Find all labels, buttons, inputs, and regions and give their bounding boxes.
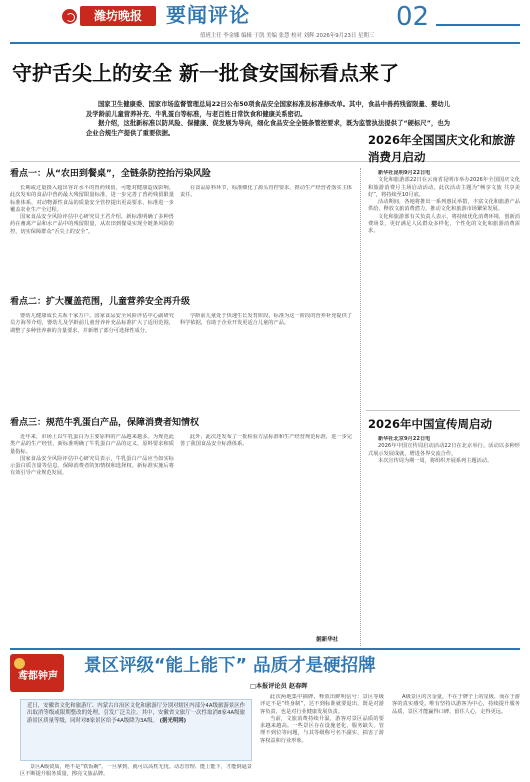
commentary-paragraph: 此次两地集中摘牌，释放出鲜明信号：景区等级评定不是“终身制”，达不到标准就要退出，既是对游客负责，也是对行业健康发展负责。 [260, 694, 384, 715]
commentary-col-3 [392, 694, 520, 782]
commentary-summary-note: (据光明网) [159, 717, 187, 724]
masthead-rule [10, 42, 520, 44]
commentary-paragraph: A级景区的含金量，不在于牌子上的星级，而在于游客的真实感受。唯有坚持以游客为中心，持续提升服务品质，景区才能赢得口碑、留住人心，走得更远。 [392, 694, 520, 715]
section-3-paragraph: 国家食品安全风险评估中心研究员表示，牛乳蛋白产品应当如实标示蛋白质含量等信息，保障消费者的知情权和选择权。新标准实施后将有效引导产业规范发展。 [10, 455, 174, 477]
section-2-heading: 看点二：扩大覆盖范围，儿童营养安全再升级 [10, 297, 191, 307]
news-paragraph: 文化和旅游部有关负责人表示，将持续优化消费环境，创新消费场景，更好满足人民群众多样化、个性化的文化和旅游消费需求。 [368, 213, 520, 235]
news-paragraph: 活动期间，各地将推出一系列惠民举措，丰富文化和旅游产品供给，释放文旅消费潜力，推动文化和旅游市场繁荣发展。 [368, 199, 520, 213]
section-1-heading: 看点一：从“农田到餐桌”，全链条防控抬污染风险 [10, 169, 211, 179]
commentary-col-1 [20, 764, 252, 782]
masthead-logo: 潍坊晚报 [80, 6, 156, 26]
commentary-paragraph: 景区A级资质，绝不是“铁饭碗”。一旦拿到，就可以高枕无忧。动态管理、能上能下，才能倒逼景区不断提升服务质量，擦亮文旅品牌。 [20, 764, 252, 778]
lead-headline: 守护舌尖上的安全 新一批食安国标看点来了 [12, 61, 399, 85]
section-1-col-1 [10, 185, 174, 296]
lead-intro: 国家卫生健康委、国家市场监督管理总局22日公布50项食品安全国家标准及标准修改单。其中，食品中兽药残留限量、婴幼儿及学龄前儿童营养补充、牛乳蛋白等标准，与老百姓日常饮食和健康关系密切。 [86, 101, 450, 118]
news-paragraph: 2026年中国宣传周启动活动22日在北京举行。活动以多种形式展示发展成就，增进各界交流合作。 [368, 443, 520, 457]
info-bar: 值班主任 李金娜 编辑 于凯 美编 张慧 校对 刘辉 2026年9月23日 星期三 [200, 33, 375, 39]
news-paragraph: 文化和旅游部22日在云南省昆明市举办2026年全国国庆文化和旅游消费月主场启动活动。此次活动主题为“畅享文旅 共享美好”，将持续至10月底。 [368, 177, 520, 198]
commentary-paragraph: 当前，文旅消费持续升温，游客对景区品质的要求越来越高。一些景区存在设施老化、服务缺失、管理不到位等问题，与其等级称号名不副实，损害了游客权益和行业形象。 [260, 715, 384, 744]
column-separator [360, 168, 361, 646]
lead-intro-2: 据介绍，这批新标准以防风险、保健康、促发展为导向，细化食品安全全链条管控要求，既为监管执法提供了“硬标尺”，也为企业合规生产提供了重要依据。 [86, 120, 450, 137]
section-3-col-2 [180, 434, 352, 634]
section-3-heading: 看点三：规范牛乳蛋白产品，保障消费者知情权 [10, 418, 200, 428]
right-news-2-headline: 2026年中国宣传周启动 [368, 417, 493, 431]
dateline: 新华社北京9月22日电 [378, 436, 431, 442]
commentary-headline: 景区评级“能上能下” 品质才是硬招牌 [84, 656, 376, 676]
column-logo-block [10, 654, 64, 692]
section-1-paragraph: 长期或过量摄入超出容许水平的兽药残留，可能对健康造成影响。此次发布的食品中兽药最大残留限量标准，进一步完善了兽药残留限量标准体系，对动物源性食品的质量安全管控提出更高要求，标准进一步覆盖农业生产全过程。 [10, 185, 174, 213]
dateline: 新华社昆明9月22日电 [378, 170, 431, 176]
masthead [0, 0, 530, 42]
section-2-col-1 [10, 313, 174, 413]
section-2-col-2 [180, 313, 352, 413]
commentary-summary-box [20, 699, 252, 761]
logo-swoosh [66, 13, 75, 22]
section-3-paragraph: 近年来，市场上以牛乳蛋白为主要原料的产品越来越多。为规范此类产品的生产经营，新标准明确了牛乳蛋白产品的定义、原料要求和质量指标。 [10, 434, 174, 455]
commentary-top-rule [10, 648, 520, 650]
commentary-col-2 [260, 694, 384, 782]
lead-byline: 据新华社 [316, 637, 339, 643]
section-title: 要闻评论 [166, 3, 250, 27]
right-divider [366, 410, 520, 411]
right-news-2-body [368, 436, 520, 644]
section-1-col-2 [180, 185, 352, 296]
commentary-summary: 近日，安徽省文化和旅游厅、内蒙古自治区文化和旅游厅分别对辖区内部分4A级旅游景区作出取消等级或限期整改的处理，引发广泛关注。其中，安徽省文旅厅一次性取消8家4A级旅游景区质量等级，同时对8家景区给予4A级降为3A级。 [27, 703, 245, 724]
news-paragraph: 本次宣传周为期一周，将组织开展系列主题活动。 [378, 457, 493, 464]
commentary-byline: □本报评论员 赵春晖 [250, 683, 308, 690]
section-2-paragraph: 学龄前儿童处于快速生长发育阶段，标准为这一阶段的营养补充提供了科学依据，有助于企业开发更适合儿童的产品。 [180, 313, 352, 327]
section-3-col-1 [10, 434, 174, 644]
column-logo-sun [14, 658, 25, 669]
page-number: 02 [396, 2, 430, 32]
section-3-paragraph: 此外，此次还发布了一批检验方法标准和生产经营规范标准，进一步完善了我国食品安全标准体系。 [180, 434, 352, 448]
right-news-1-body [368, 170, 520, 408]
section-1-paragraph: 国家食品安全风险评估中心研究员王君介绍，新标准明确了多种兽药在畜禽产品和水产品中的残留限量，从农田到餐桌实现全链条风险防控，切实保障群众“舌尖上的安全”。 [10, 214, 174, 235]
masthead-deco [436, 24, 520, 26]
right-news-1-headline: 2026年全国国庆文化和旅游消费月启动 [368, 133, 516, 164]
section-1-paragraph: 在食品原料环节，标准细化了源头管控要求，推动生产经营者落实主体责任。 [180, 185, 352, 199]
column-logo: 鸢都钟声 [18, 671, 58, 682]
section-2-paragraph: 婴幼儿健康成长关系千家万户。国家食品安全风险评估中心副研究员方海琴介绍，婴幼儿及学龄前儿童营养补充品标准扩大了适用范围，调整了多种营养素的含量要求，并新增了部分可选择性成分。 [10, 313, 174, 334]
